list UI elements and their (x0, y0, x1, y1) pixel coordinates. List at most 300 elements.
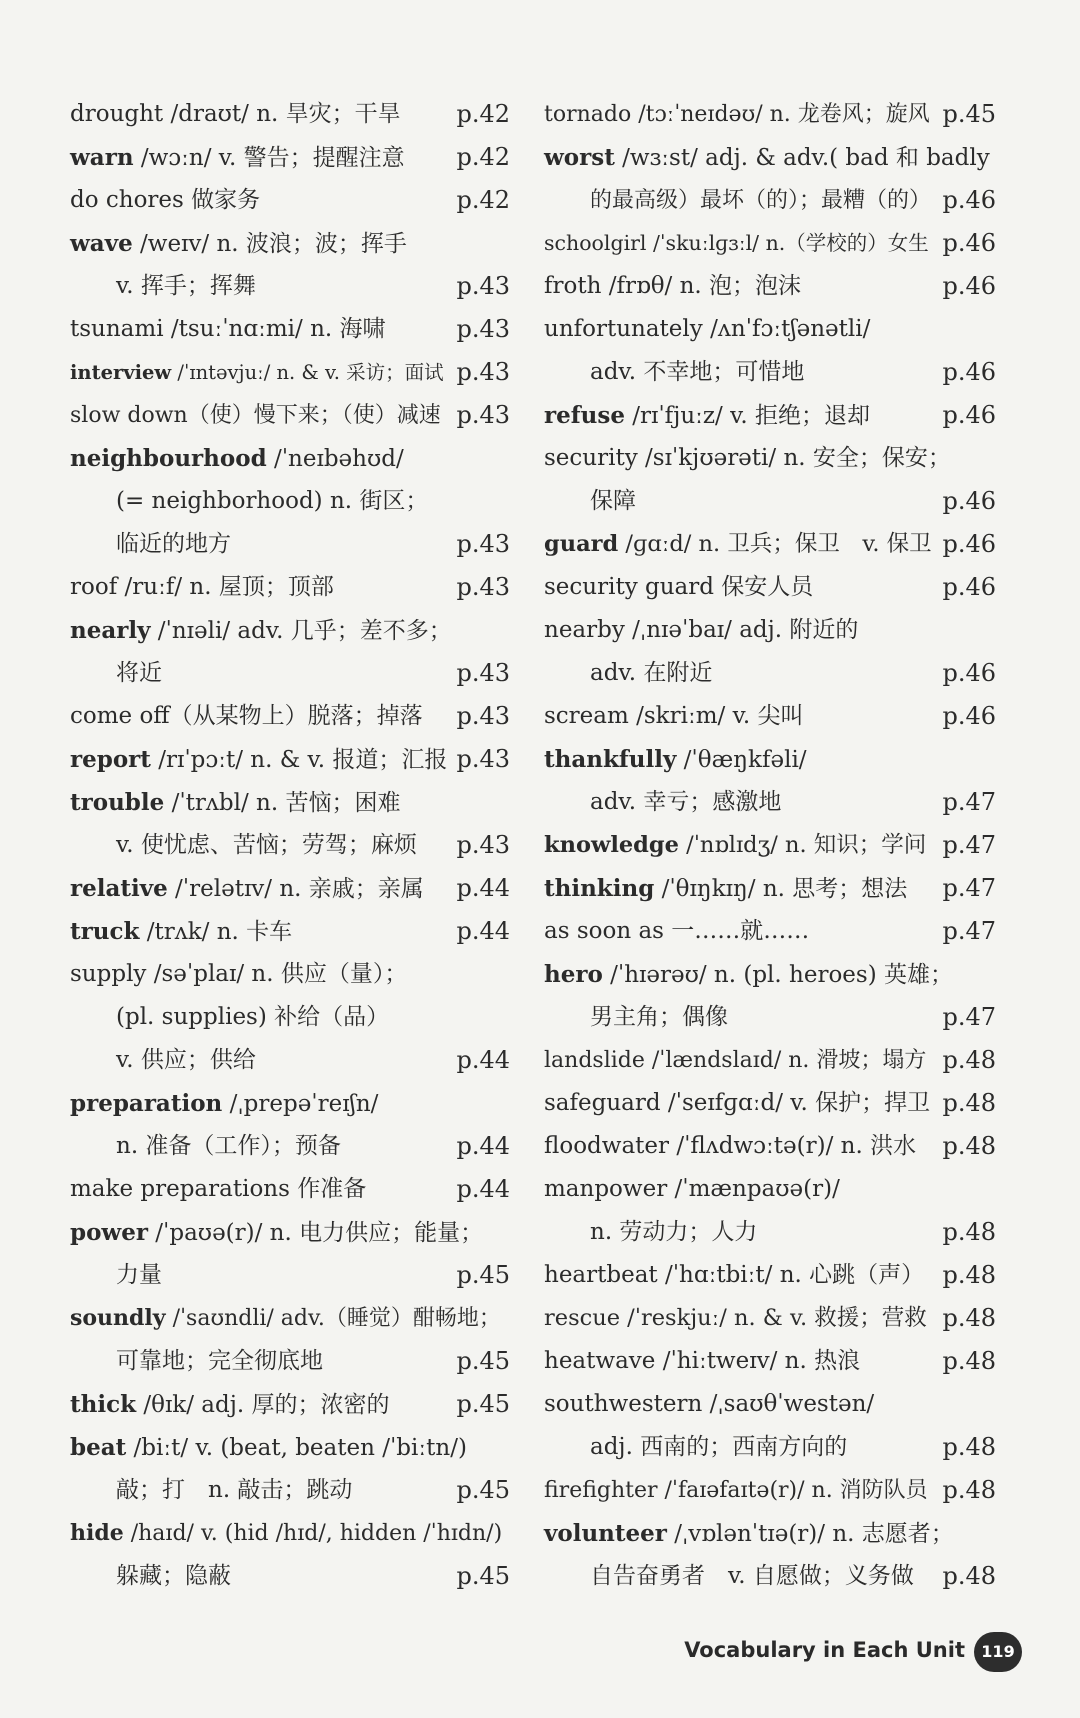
entry-text (70, 265, 256, 308)
definition: n. 准备（工作）；预备 (116, 1133, 341, 1159)
headword: rescue (544, 1305, 621, 1331)
page-reference: p.48 (942, 1132, 996, 1160)
headword: schoolgirl (544, 231, 647, 255)
page-reference: p.44 (456, 917, 510, 945)
headword: safeguard (544, 1090, 661, 1116)
entry-text (70, 652, 162, 695)
vocabulary-entry (544, 1168, 996, 1211)
headword: interview (70, 361, 172, 384)
definition: /θɪk/ adj. 厚的；浓密的 (136, 1392, 390, 1418)
headword: guard (544, 531, 619, 557)
page-reference: p.48 (942, 1046, 996, 1074)
vocabulary-entry (544, 695, 996, 738)
headword: refuse (544, 402, 625, 429)
headword: security guard (544, 574, 714, 600)
page-reference: p.46 (942, 401, 996, 429)
page-reference: p.48 (942, 1218, 996, 1246)
entry-text (544, 953, 953, 997)
vocabulary-entry (544, 394, 996, 437)
headword: hero (544, 961, 603, 988)
entry-text (70, 1512, 502, 1555)
entry-text (70, 179, 260, 222)
definition: /ˌsaʊθˈwestən/ (702, 1391, 875, 1417)
vocabulary-entry (70, 867, 510, 910)
vocabulary-entry (544, 1383, 996, 1426)
page-reference: p.43 (456, 659, 510, 687)
headword: tsunami (70, 316, 164, 342)
definition: adv. 不幸地；可惜地 (590, 359, 805, 385)
vocabulary-entry (544, 437, 996, 480)
headword: volunteer (544, 1520, 667, 1547)
headword: froth (544, 273, 602, 299)
vocabulary-entry (544, 265, 996, 308)
entry-text (70, 1168, 366, 1211)
definition: 临近的地方 (116, 531, 231, 557)
page-reference: p.46 (942, 487, 996, 515)
definition: adj. 西南的；西南方向的 (590, 1434, 848, 1460)
definition: /ˈhiːtweɪv/ n. 热浪 (655, 1348, 861, 1374)
entry-text (70, 1555, 231, 1598)
headword: make preparations (70, 1176, 290, 1202)
page-reference: p.42 (456, 100, 510, 128)
entry-text (70, 996, 389, 1039)
entry-continuation (544, 179, 996, 222)
page-reference: p.48 (942, 1304, 996, 1332)
definition: /wɜːst/ adj. & adv.( bad 和 badly (614, 145, 990, 171)
headword: truck (70, 918, 140, 945)
entry-continuation (70, 652, 510, 695)
page-reference: p.45 (456, 1261, 510, 1289)
entry-text (70, 222, 407, 266)
entry-continuation (544, 351, 996, 394)
vocabulary-entry (70, 738, 510, 781)
page-reference: p.47 (942, 788, 996, 816)
headword: drought (70, 101, 164, 127)
entry-text (544, 179, 931, 222)
entry-continuation (70, 1555, 510, 1598)
definition: /ˈɪntəvjuː/ n. & v. 采访；面试 (171, 361, 444, 384)
page-reference: p.46 (942, 272, 996, 300)
headword: nearly (70, 617, 151, 644)
entry-text (70, 609, 452, 653)
page-reference: p.48 (942, 1261, 996, 1289)
entry-text (544, 1383, 874, 1426)
definition: /ˈnɪəli/ adv. 几乎；差不多； (150, 618, 452, 644)
definition: /ˈθɪŋkɪŋ/ n. 思考；想法 (654, 876, 908, 902)
definition: /weɪv/ n. 波浪；波；挥手 (132, 231, 407, 257)
page-reference: p.43 (456, 702, 510, 730)
page-reference: p.44 (456, 1046, 510, 1074)
page-reference: p.43 (456, 272, 510, 300)
headword: beat (70, 1434, 127, 1461)
definition: /ˈflʌdwɔːtə(r)/ n. 洪水 (669, 1133, 917, 1159)
definition: /tɔːˈneɪdəʊ/ n. 龙卷风；旋风 (631, 102, 930, 127)
page-reference: p.43 (456, 745, 510, 773)
headword: as soon as (544, 918, 664, 944)
vocabulary-entry (544, 222, 996, 265)
vocabulary-entry (70, 351, 510, 394)
headword: landslide (544, 1048, 645, 1073)
definition: /ˈnɒlɪdʒ/ n. 知识；学问 (678, 832, 927, 858)
definition: /draʊt/ n. 旱灾；干旱 (163, 101, 401, 127)
headword: thinking (544, 875, 655, 902)
definition: v. 挥手；挥舞 (116, 273, 256, 299)
entry-text (544, 1254, 924, 1297)
entry-text (70, 523, 231, 566)
entry-text (70, 1211, 483, 1255)
definition: /haɪd/ v. (hid /hɪd/, hidden /ˈhɪdn/) (123, 1521, 503, 1546)
vocabulary-entry (70, 695, 510, 738)
vocabulary-entry (70, 1512, 510, 1555)
page-reference: p.45 (456, 1562, 510, 1590)
definition: （从某物上）脱落；掉落 (169, 703, 423, 729)
definition: /ʌnˈfɔːtʃənətli/ (702, 316, 871, 342)
definition: /ˌvɒlənˈtɪə(r)/ n. 志愿者； (666, 1521, 954, 1547)
entry-continuation (544, 652, 996, 695)
definition: /frɒθ/ n. 泡；泡沫 (601, 273, 802, 299)
vocabulary-entry (544, 1039, 996, 1082)
headword: unfortunately (544, 316, 703, 342)
definition: /ˈneɪbəhʊd/ (266, 446, 404, 472)
definition: /ruːf/ n. 屋顶；顶部 (117, 574, 334, 600)
headword: heatwave (544, 1348, 656, 1374)
entry-text (544, 394, 870, 438)
entry-continuation (544, 480, 996, 523)
definition: 作准备 (289, 1176, 367, 1202)
entry-continuation (70, 1039, 510, 1082)
entry-continuation (70, 523, 510, 566)
definition: /skriːm/ v. 尖叫 (628, 703, 804, 729)
headword: slow down (70, 403, 188, 428)
page-reference: p.46 (942, 358, 996, 386)
definition: 力量 (116, 1262, 162, 1288)
headword: thankfully (544, 746, 677, 773)
entry-text (544, 652, 712, 695)
entry-continuation (70, 480, 510, 523)
vocabulary-entry (70, 1211, 510, 1254)
vocabulary-entry (70, 1082, 510, 1125)
vocabulary-entry (544, 867, 996, 910)
headword: soundly (70, 1305, 166, 1331)
entry-text (544, 1426, 847, 1469)
page-reference: p.47 (942, 831, 996, 859)
entry-text (70, 480, 428, 523)
left-column (70, 93, 510, 1598)
vocabulary-entry (544, 1125, 996, 1168)
entry-continuation (544, 1211, 996, 1254)
page-reference: p.45 (456, 1390, 510, 1418)
entry-text (544, 351, 804, 394)
vocabulary-entry (70, 609, 510, 652)
headword: relative (70, 875, 168, 902)
vocabulary-entry (544, 566, 996, 609)
entry-text (70, 1340, 323, 1383)
entry-text (544, 523, 932, 566)
definition: (= neighborhood) n. 街区； (116, 488, 429, 514)
definition: /wɔːn/ v. 警告；提醒注意 (133, 145, 405, 171)
entry-text (544, 136, 990, 180)
entry-text (544, 308, 870, 351)
page-reference: p.44 (456, 1175, 510, 1203)
definition: /ˈlændslaɪd/ n. 滑坡；塌方 (644, 1048, 927, 1073)
entry-text (70, 136, 405, 180)
definition: /ɡɑːd/ n. 卫兵；保卫 v. 保卫 (618, 531, 932, 557)
page-reference: p.43 (456, 358, 510, 386)
page-reference: p.48 (942, 1347, 996, 1375)
headword: floodwater (544, 1133, 670, 1159)
headword: preparation (70, 1090, 223, 1117)
headword: roof (70, 574, 118, 600)
vocabulary-entry (544, 1469, 996, 1512)
page-reference: p.44 (456, 874, 510, 902)
headword: report (70, 746, 151, 773)
right-column (544, 93, 996, 1598)
entry-text (70, 1125, 341, 1168)
headword: neighbourhood (70, 445, 267, 472)
entry-text (544, 1039, 926, 1082)
vocabulary-entry (544, 136, 996, 179)
page-reference: p.46 (942, 530, 996, 558)
vocabulary-entry (544, 1297, 996, 1340)
page-footer (0, 1630, 1080, 1678)
entry-text (544, 867, 907, 911)
headword: do chores (70, 187, 184, 213)
headword: hide (70, 1520, 124, 1546)
definition: /rɪˈpɔːt/ n. & v. 报道；汇报 (150, 747, 448, 773)
page-reference: p.45 (942, 100, 996, 128)
entry-continuation (70, 824, 510, 867)
definition: /ˈθæŋkfəli/ (676, 747, 807, 773)
entry-continuation (70, 1469, 510, 1512)
entry-continuation (544, 781, 996, 824)
headword: manpower (544, 1176, 668, 1202)
definition: adv. 幸亏；感激地 (590, 789, 782, 815)
headword: heartbeat (544, 1262, 658, 1288)
headword: worst (544, 144, 615, 171)
page-reference: p.46 (942, 573, 996, 601)
entry-continuation (70, 1125, 510, 1168)
headword: scream (544, 703, 629, 729)
page-reference: p.45 (456, 1347, 510, 1375)
page-reference: p.46 (942, 702, 996, 730)
entry-text (544, 1340, 860, 1383)
vocabulary-entry (544, 1254, 996, 1297)
definition: （使）慢下来；（使）减速 (187, 403, 441, 428)
definition: 敲；打 n. 敲击；跳动 (116, 1477, 353, 1503)
entry-text (544, 265, 801, 308)
definition: /ˈhɪərəʊ/ n. (pl. heroes) 英雄； (602, 962, 953, 988)
definition: /rɪˈfjuːz/ v. 拒绝；退却 (624, 403, 870, 429)
page-reference: p.42 (456, 143, 510, 171)
vocabulary-entry (70, 437, 510, 480)
entry-text (70, 953, 407, 996)
entry-text (544, 1469, 928, 1512)
entry-text (544, 910, 809, 953)
page-reference: p.48 (942, 1562, 996, 1590)
headword: warn (70, 144, 134, 171)
page-reference: p.46 (942, 659, 996, 687)
definition: 保安人员 (713, 574, 814, 600)
definition: 男主角；偶像 (590, 1004, 728, 1030)
vocabulary-entry (70, 1168, 510, 1211)
definition: /ˈmænpaʊə(r)/ (667, 1176, 840, 1202)
entry-text (544, 781, 781, 824)
definition: 保障 (590, 488, 636, 514)
definition: 的最高级）最坏（的）；最糟（的） (590, 188, 932, 213)
headword: nearby (544, 617, 625, 643)
entry-text (544, 1082, 930, 1125)
definition: /ˈfaɪəfaɪtə(r)/ n. 消防队员 (657, 1478, 928, 1503)
page-reference: p.47 (942, 1003, 996, 1031)
vocabulary-entry (544, 308, 996, 351)
headword: tornado (544, 102, 632, 127)
definition: v. 使忧虑、苦恼；劳驾；麻烦 (116, 832, 417, 858)
entry-text (544, 1555, 914, 1598)
page-reference: p.47 (942, 874, 996, 902)
entry-text (70, 308, 386, 351)
headword: come off (70, 703, 170, 729)
footer-title: Vocabulary in Each Unit (684, 1638, 965, 1662)
entry-continuation (70, 265, 510, 308)
entry-text (70, 867, 424, 911)
entry-text (544, 480, 636, 523)
entry-text (70, 781, 400, 825)
page-reference: p.48 (942, 1433, 996, 1461)
page-reference: p.43 (456, 315, 510, 343)
entry-continuation (70, 1340, 510, 1383)
entry-continuation (544, 1555, 996, 1598)
entry-text (544, 1297, 927, 1340)
entry-text (70, 1039, 256, 1082)
entry-text (70, 93, 401, 136)
vocabulary-entry (70, 308, 510, 351)
entry-text (70, 824, 417, 867)
definition: /tsuːˈnɑːmi/ n. 海啸 (163, 316, 386, 342)
page-reference: p.47 (942, 917, 996, 945)
entry-continuation (70, 996, 510, 1039)
entry-text (70, 566, 334, 609)
entry-continuation (70, 1254, 510, 1297)
vocabulary-entry (70, 93, 510, 136)
entry-text (70, 437, 404, 481)
vocabulary-entry (70, 953, 510, 996)
page-reference: p.48 (942, 1476, 996, 1504)
entry-text (544, 437, 951, 480)
definition: /ˌnɪəˈbaɪ/ adj. 附近的 (624, 617, 859, 643)
vocabulary-entry (70, 179, 510, 222)
entry-text (70, 394, 441, 437)
definition: 将近 (116, 660, 162, 686)
entry-text (544, 1168, 840, 1211)
definition: /ˈhɑːtbiːt/ n. 心跳（声） (657, 1262, 925, 1288)
definition: /ˈreskjuː/ n. & v. 救援；营救 (620, 1305, 927, 1331)
headword: knowledge (544, 832, 679, 858)
page-reference: p.45 (456, 1476, 510, 1504)
headword: southwestern (544, 1391, 703, 1417)
entry-text (544, 93, 930, 136)
definition: 做家务 (183, 187, 261, 213)
definition: /ˈskuːlɡɜːl/ n.（学校的）女生 (646, 231, 929, 255)
definition: /ˈtrʌbl/ n. 苦恼；困难 (164, 790, 401, 816)
entry-continuation (544, 1426, 996, 1469)
vocabulary-entry (544, 523, 996, 566)
vocabulary-entry (70, 1383, 510, 1426)
page-reference: p.44 (456, 1132, 510, 1160)
vocabulary-entry (544, 1512, 996, 1555)
headword: security (544, 445, 638, 471)
page-number-badge: 119 (974, 1632, 1022, 1672)
vocabulary-entry (544, 824, 996, 867)
headword: trouble (70, 789, 165, 816)
page-reference: p.43 (456, 831, 510, 859)
entry-continuation (544, 996, 996, 1039)
entry-text (70, 1469, 352, 1512)
headword: firefighter (544, 1478, 658, 1503)
definition: /biːt/ v. (beat, beaten /ˈbiːtn/) (126, 1435, 467, 1461)
vocabulary-entry (70, 136, 510, 179)
definition: /ˈseɪfɡɑːd/ v. 保护；捍卫 (660, 1090, 931, 1116)
definition: /ˈsaʊndli/ adv.（睡觉）酣畅地； (165, 1306, 501, 1331)
definition: v. 供应；供给 (116, 1047, 256, 1073)
definition: 躲藏；隐蔽 (116, 1563, 231, 1589)
headword: wave (70, 230, 133, 257)
page-reference: p.43 (456, 401, 510, 429)
vocabulary-entry (544, 953, 996, 996)
definition: 一……就…… (663, 918, 810, 944)
headword: supply (70, 961, 147, 987)
vocabulary-entry (70, 566, 510, 609)
entry-text (70, 1383, 389, 1427)
entry-text (70, 1426, 467, 1470)
entry-text (544, 824, 926, 867)
entry-text (544, 566, 813, 609)
vocabulary-entry (544, 93, 996, 136)
page-reference: p.46 (942, 229, 996, 257)
vocabulary-entry (544, 1340, 996, 1383)
entry-text (70, 1254, 162, 1297)
entry-text (70, 910, 292, 954)
vocabulary-entry (544, 609, 996, 652)
definition: adv. 在附近 (590, 660, 713, 686)
entry-text (544, 695, 803, 738)
vocabulary-entry (544, 738, 996, 781)
definition: /səˈplaɪ/ n. 供应（量）； (146, 961, 408, 987)
definition: (pl. supplies) 补给（品） (116, 1004, 390, 1030)
page-reference: p.48 (942, 1089, 996, 1117)
entry-text (544, 222, 929, 265)
page-reference: p.43 (456, 530, 510, 558)
vocabulary-entry (544, 910, 996, 953)
entry-text (70, 1082, 378, 1126)
entry-text (70, 738, 447, 782)
page-reference: p.43 (456, 573, 510, 601)
entry-text (70, 351, 444, 394)
headword: thick (70, 1391, 137, 1418)
entry-text (544, 738, 807, 782)
definition: /ˌprepəˈreɪʃn/ (222, 1091, 379, 1117)
page-reference: p.46 (942, 186, 996, 214)
entry-text (544, 609, 858, 652)
vocabulary-entry (70, 222, 510, 265)
vocabulary-entry (70, 394, 510, 437)
vocabulary-entry (70, 1426, 510, 1469)
entry-text (544, 1512, 954, 1556)
definition: /sɪˈkjʊərəti/ n. 安全；保安； (637, 445, 951, 471)
definition: n. 劳动力；人力 (590, 1219, 758, 1245)
page-reference: p.42 (456, 186, 510, 214)
vocabulary-entry (70, 910, 510, 953)
entry-text (70, 695, 423, 738)
